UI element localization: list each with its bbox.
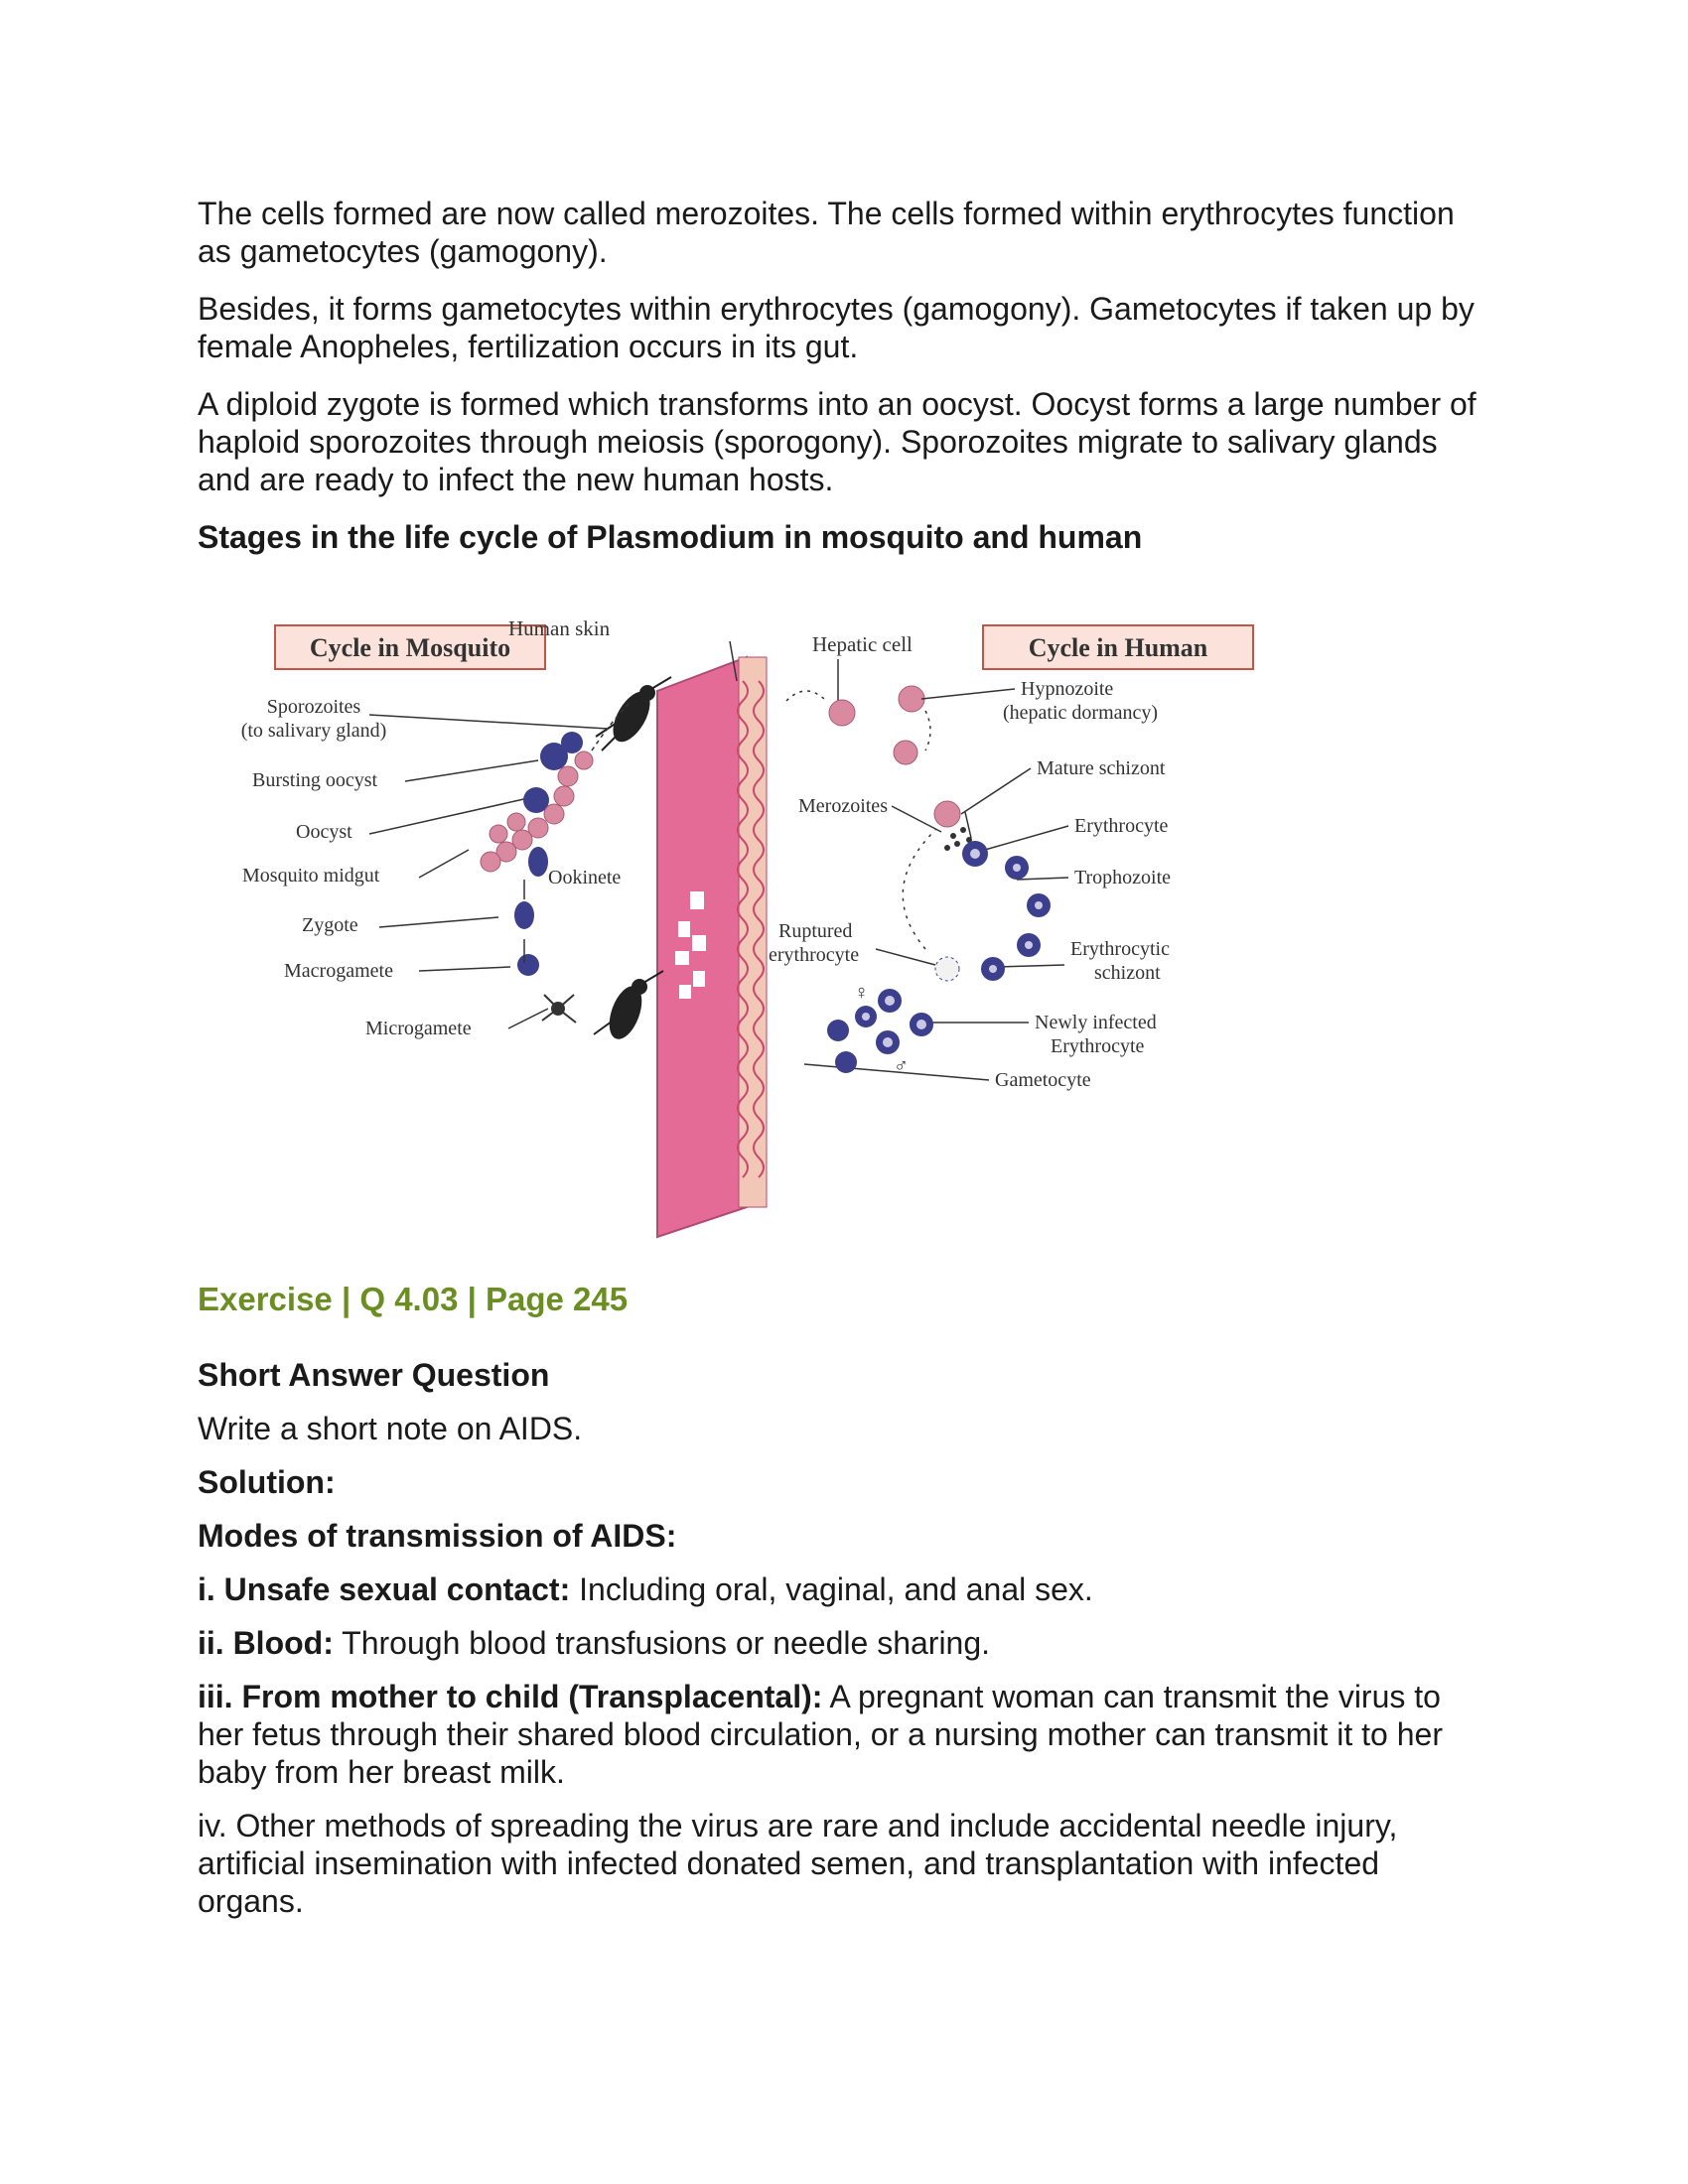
label-schizont: schizont	[1094, 962, 1161, 984]
mode-item-3	[198, 1678, 1488, 1791]
question-section	[198, 1356, 1488, 1936]
label-bursting-oocyst: Bursting oocyst	[252, 769, 378, 791]
mode-text-1: Including oral, vaginal, and anal sex.	[570, 1571, 1093, 1607]
erythrocytic-cycle-cells	[910, 841, 1051, 1036]
intro-paragraph-2: Besides, it forms gametocytes within erythrocytes (gamogony). Gametocytes if taken up by female Anopheles, fertilization occurs in its gut.	[198, 291, 1475, 364]
female-symbol: ♀	[854, 982, 869, 1004]
intro-paragraph-1: The cells formed are now called merozoites. The cells formed within erythrocytes function as gametocytes (gamogony).	[198, 196, 1455, 269]
label-sporozoites: Sporozoites	[266, 696, 361, 718]
diagram-svg	[230, 602, 1283, 1257]
mode-text-3: A pregnant woman can transmit the virus to her fetus through their shared blood circulation, or a nursing mother can transmit it to her baby from her breast milk.	[198, 1679, 1443, 1790]
label-oocyst: Oocyst	[296, 821, 352, 843]
ookinete-cell	[528, 847, 548, 877]
question-text: Write a short note on AIDS.	[198, 1411, 583, 1446]
label-merozoites: Merozoites	[798, 795, 888, 817]
label-macrogamete: Macrogamete	[284, 960, 393, 982]
label-to-salivary: (to salivary gland)	[240, 720, 387, 742]
label-newly-erythrocyte: Erythrocyte	[1051, 1035, 1145, 1057]
label-ruptured-erythrocyte: erythrocyte	[769, 944, 860, 966]
intro-paragraph-3: A diploid zygote is formed which transforms into an oocyst. Oocyst forms a large number of haploid sporozoites through meiosis (sporogony). Sporozoites migrate to salivary glands and are ready to infect the new human hosts.	[198, 386, 1477, 497]
male-symbol: ♂	[894, 1055, 909, 1077]
label-ookinete: Ookinete	[548, 867, 622, 888]
modes-heading: Modes of transmission of AIDS:	[198, 1518, 677, 1554]
label-gametocyte: Gametocyte	[995, 1069, 1091, 1091]
cycle-human-label: Cycle in Human	[1028, 633, 1208, 662]
label-hepatic-dormancy: (hepatic dormancy)	[1003, 702, 1159, 724]
question-type: Short Answer Question	[198, 1357, 550, 1393]
label-human-skin: Human skin	[508, 616, 611, 640]
mode-label-3: iii. From mother to child (Transplacental):	[198, 1679, 823, 1714]
cycle-mosquito-label: Cycle in Mosquito	[309, 633, 511, 662]
other-methods: iv. Other methods of spreading the virus are rare and include accidental needle injury, artificial insemination with infected donated semen, and transplantation with infected organs.	[198, 1808, 1398, 1919]
solution-label: Solution:	[198, 1464, 336, 1500]
label-newly-infected: Newly infected	[1035, 1012, 1157, 1033]
mode-item-1	[198, 1570, 1488, 1608]
label-microgamete: Microgamete	[365, 1018, 472, 1039]
mode-label-1: i. Unsafe sexual contact:	[198, 1571, 571, 1607]
label-trophozoite: Trophozoite	[1074, 867, 1172, 888]
mosquito-bottom-icon	[594, 971, 663, 1043]
macrogamete-cell	[517, 954, 539, 976]
mode-label-2: ii. Blood:	[198, 1625, 334, 1661]
label-mosquito-midgut: Mosquito midgut	[242, 865, 380, 887]
label-ruptured: Ruptured	[778, 920, 853, 942]
label-erythrocyte: Erythrocyte	[1074, 815, 1169, 837]
intro-section	[198, 195, 1488, 556]
mode-text-2: Through blood transfusions or needle sharing.	[333, 1625, 991, 1661]
label-hypnozoite: Hypnozoite	[1021, 678, 1114, 700]
zygote-cell	[514, 901, 534, 929]
figure-heading: Stages in the life cycle of Plasmodium in mosquito and human	[198, 519, 1143, 555]
mode-item-2	[198, 1624, 1488, 1662]
label-erythrocytic: Erythrocytic	[1070, 938, 1170, 960]
label-mature-schizont: Mature schizont	[1037, 757, 1166, 779]
plasmodium-life-cycle-diagram	[230, 602, 1283, 1257]
exercise-reference[interactable]: Exercise | Q 4.03 | Page 245	[198, 1281, 629, 1317]
label-hepatic-cell: Hepatic cell	[812, 632, 913, 656]
label-zygote: Zygote	[302, 914, 358, 936]
